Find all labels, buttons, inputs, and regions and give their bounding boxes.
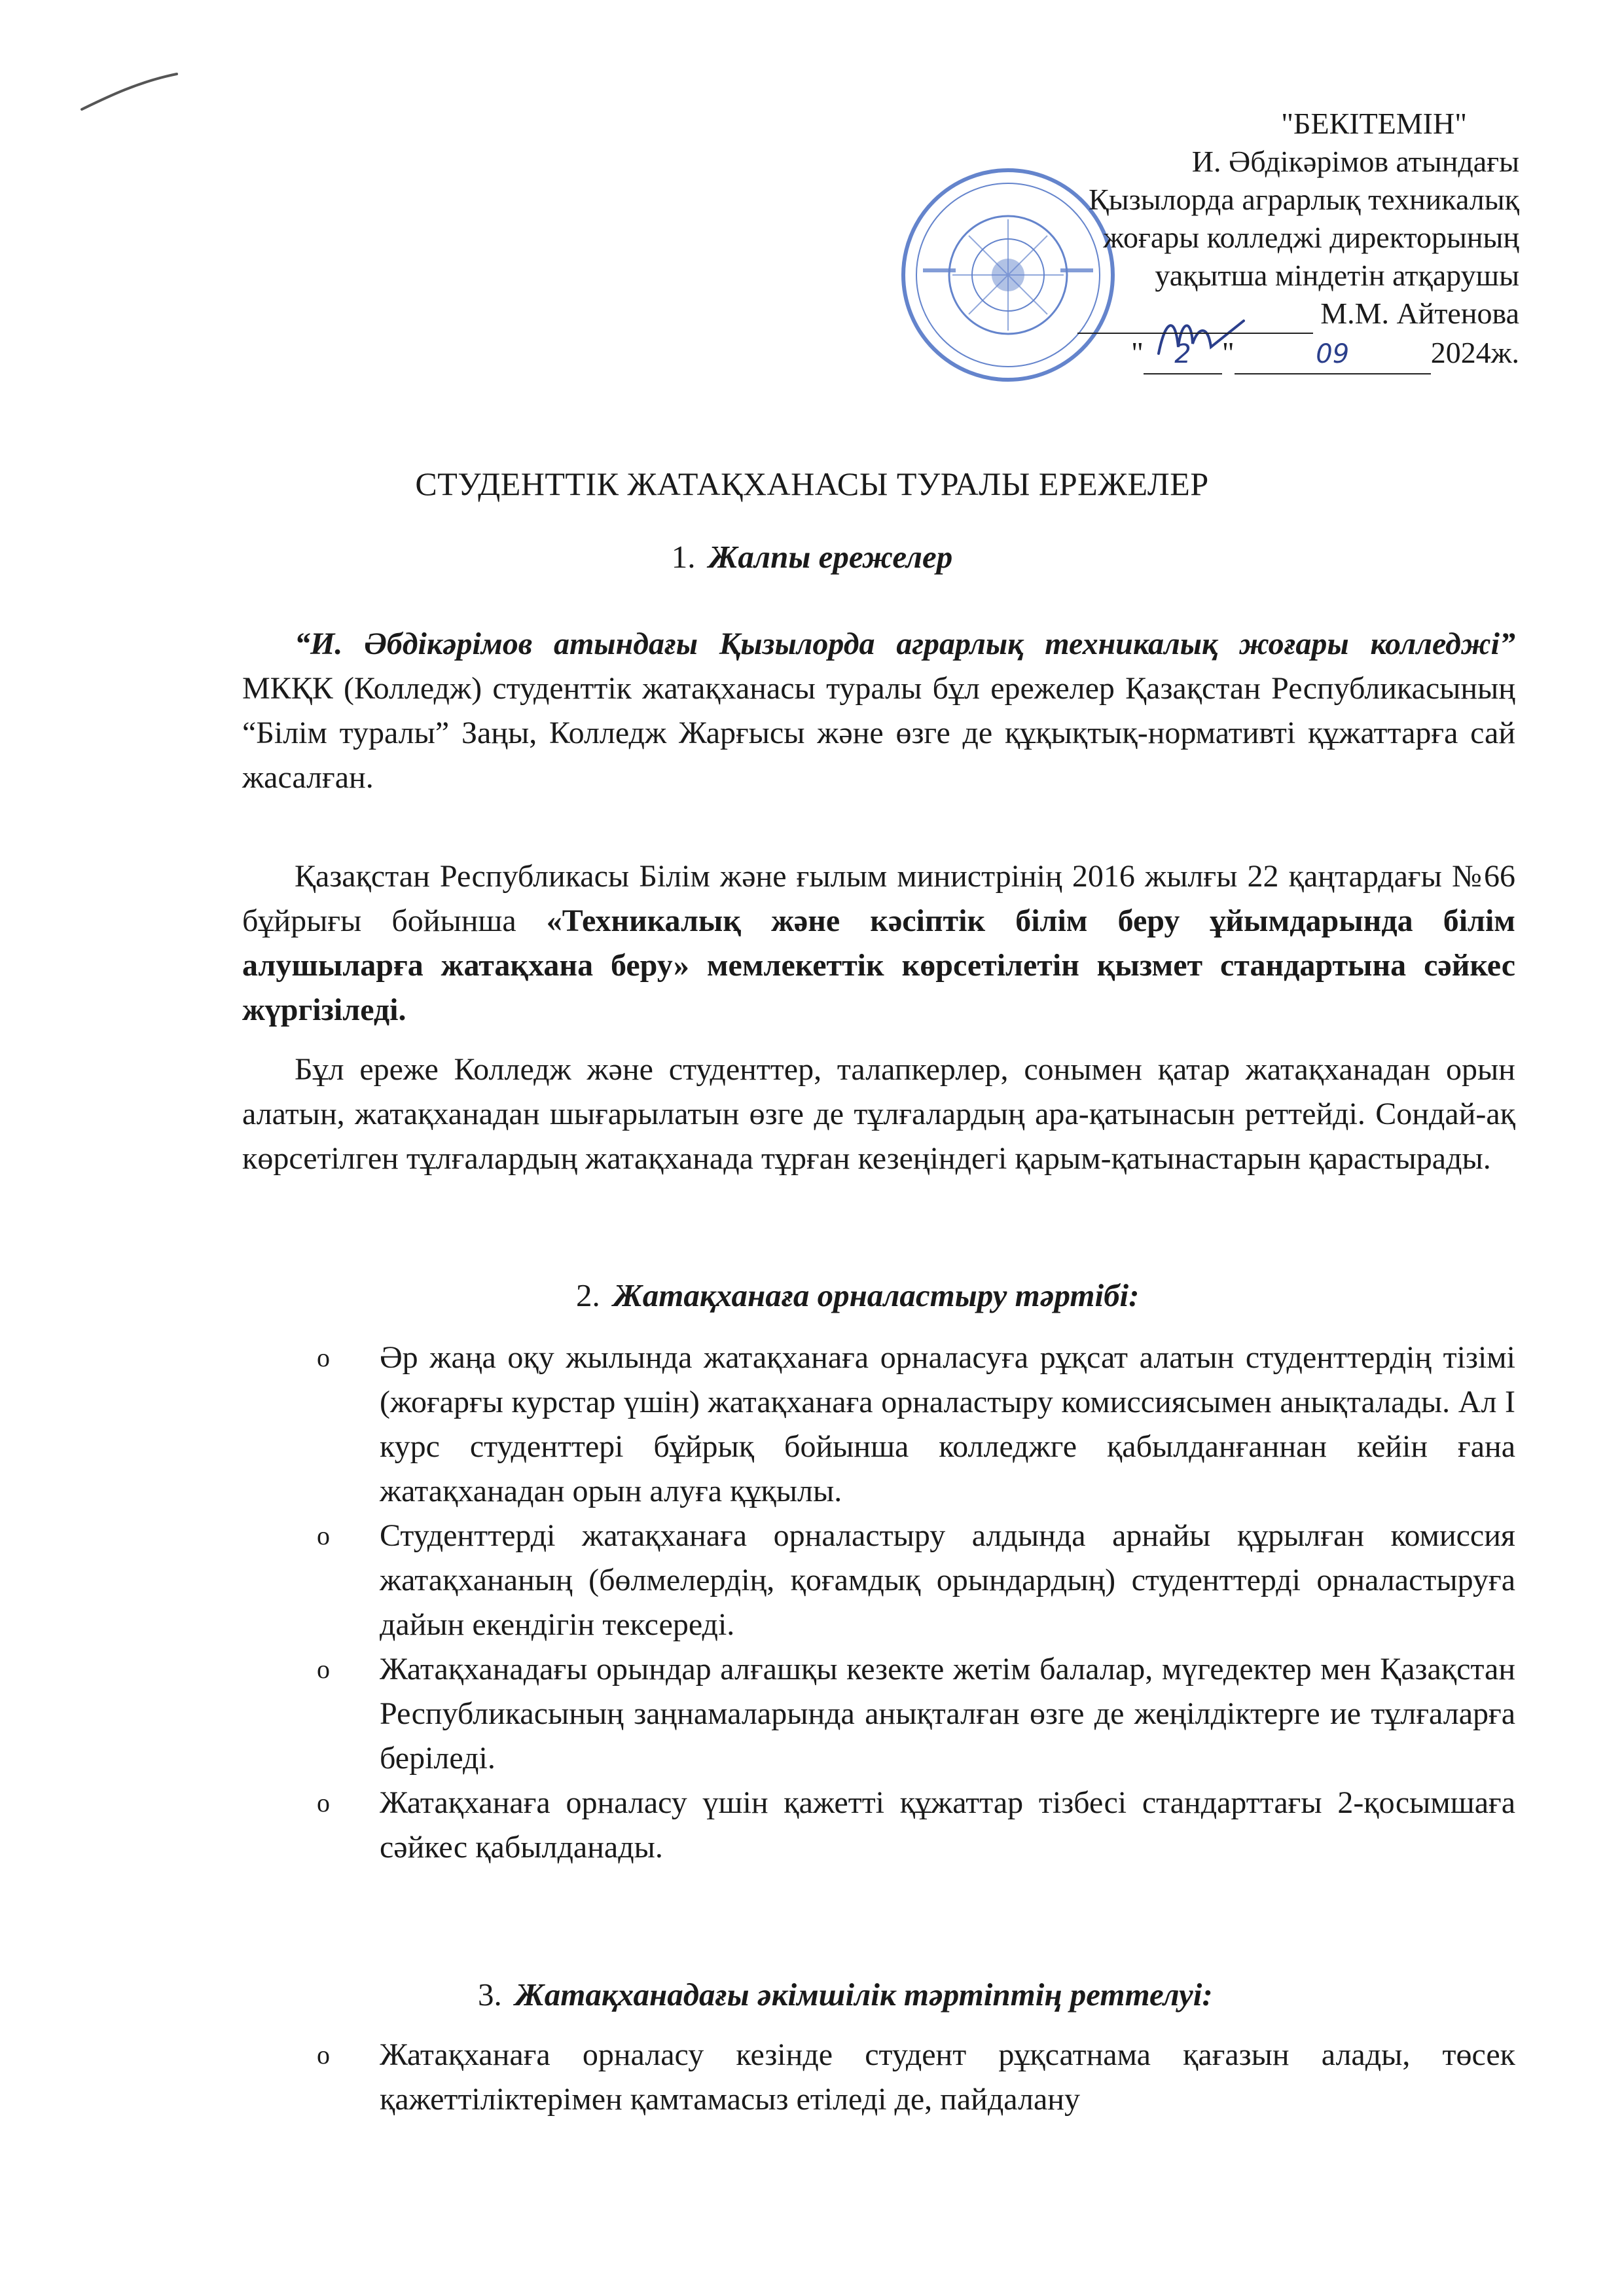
approval-heading: "БЕКІТЕМІН" <box>1281 107 1467 140</box>
date-day-field <box>1144 334 1222 374</box>
section-2-list <box>317 1336 1515 1870</box>
date-line <box>799 334 1519 374</box>
approval-line-3: жоғары колледжі директорының <box>1103 221 1519 254</box>
date-month: 09 <box>1316 339 1350 369</box>
date-mid-quote: " <box>1221 336 1235 369</box>
list-item <box>317 1781 1515 1870</box>
section-1-heading <box>0 538 1624 575</box>
approval-line-1: И. Әбдікәрімов атындағы <box>1191 145 1519 178</box>
section-3-heading <box>478 1976 1213 2013</box>
paragraph-2-standard: «Техникалық және кәсіптік білім беру ұйымдарында білім алушыларға жатақхана беру» мемлекеттік көрсетілетін қызмет стандартына сәйкес жүргізіледі. <box>242 903 1515 1027</box>
bullet-mark: o <box>317 1788 330 1817</box>
paragraph-2-text: Қазақстан Республикасы Білім және ғылым министрінің 2016 жылғы 22 қаңтардағы №66 бұйрығы бойынша <box>242 859 1515 938</box>
list-item-text: Жатақханадағы орындар алғашқы кезекте жетім балалар, мүгедектер мен Қазақстан Республикасының заңнамаларында анықталған өзге де жеңілдіктерге ие тұлғаларға беріледі. <box>380 1652 1515 1776</box>
document-title: СТУДЕНТТІК ЖАТАҚХАНАСЫ ТУРАЛЫ ЕРЕЖЕЛЕР <box>415 465 1209 502</box>
list-item-text: Студенттерді жатақханаға орналастыру алдында арнайы құрылған комиссия жатақхананың (бөлмелердің, қоғамдық орындардың) студенттерді орналастыруға дайын екендігін тексереді. <box>380 1518 1515 1642</box>
paragraph-1-text: МКҚК (Колледж) студенттік жатақханасы туралы бұл ережелер Қазақстан Республикасының “Білім туралы” Заңы, Колледж Жарғысы және өзге де құқықтық-нормативті құжаттарға сай жасалған. <box>242 671 1515 795</box>
section-1-paragraph-1 <box>242 622 1515 800</box>
section-3-number: 3. <box>478 1977 502 2013</box>
bullet-mark: o <box>317 1654 330 1684</box>
list-item-text: Әр жаңа оқу жылында жатақханаға орналасуға рұқсат алатын студенттердің тізімі (жоғарғы курстар үшін) жатақханаға орналастыру комиссиясымен анықталады. Ал I курс студенттері бұйрық бойынша колледжге қабылданғаннан кейін ғана жатақханадан орын алуға құқылы. <box>380 1340 1515 1508</box>
list-item-text: Жатақханаға орналасу үшін қажетті құжаттар тізбесі стандарттағы 2-қосымшаға сәйкес қабылданады. <box>380 1785 1515 1865</box>
section-1-number: 1. <box>671 539 696 575</box>
approval-line-2: Қызылорда аграрлық техникалық <box>1089 183 1519 216</box>
signatory-name: М.М. Айтенова <box>1320 297 1519 330</box>
bullet-mark: o <box>317 2040 330 2069</box>
list-item <box>317 1514 1515 1647</box>
list-item <box>317 1336 1515 1514</box>
college-name: “И. Әбдікәрімов атындағы Қызылорда аграрлық техникалық жоғары колледжі” <box>295 627 1515 661</box>
section-1-paragraph-3: Бұл ереже Колледж және студенттер, талапкерлер, сонымен қатар жатақханадан орын алатын, жатақханадан шығарылатын өзге де тұлғалардың ара-қатынасын реттейді. Сондай-ақ көрсетілген тұлғалардың жатақханада тұрған кезеңіндегі қарым-қатынастарын қарастырады. <box>242 1052 1515 1176</box>
list-item-text: Жатақханаға орналасу кезінде студент рұқсатнама қағазын алады, төсек қажеттіліктерімен қамтамасыз етіледі де, пайдалану <box>380 2037 1515 2117</box>
section-2-title: Жатақханаға орналастыру тәртібі: <box>613 1277 1140 1313</box>
section-2-number: 2. <box>576 1277 600 1313</box>
date-open-quote: " <box>1131 336 1144 369</box>
section-1-paragraph-2 <box>242 854 1515 1032</box>
list-item <box>317 1647 1515 1781</box>
date-year: 2024ж. <box>1430 336 1519 369</box>
approval-block <box>799 105 1519 374</box>
date-day: 2 <box>1174 339 1191 369</box>
pen-stroke-mark <box>79 69 183 115</box>
list-item <box>317 2033 1515 2122</box>
signature-blank <box>1077 295 1313 334</box>
bullet-mark: o <box>317 1343 330 1372</box>
signatory-line <box>799 295 1519 334</box>
date-month-field <box>1235 334 1431 374</box>
section-2-heading <box>576 1277 1139 1314</box>
bullet-mark: o <box>317 1521 330 1550</box>
section-3-title: Жатақханадағы әкімшілік тәртіптің реттелуі: <box>514 1977 1213 2013</box>
section-1-title: Жалпы ережелер <box>708 539 953 575</box>
section-3-list <box>317 2033 1515 2122</box>
approval-line-4: уақытша міндетін атқарушы <box>1155 259 1519 292</box>
